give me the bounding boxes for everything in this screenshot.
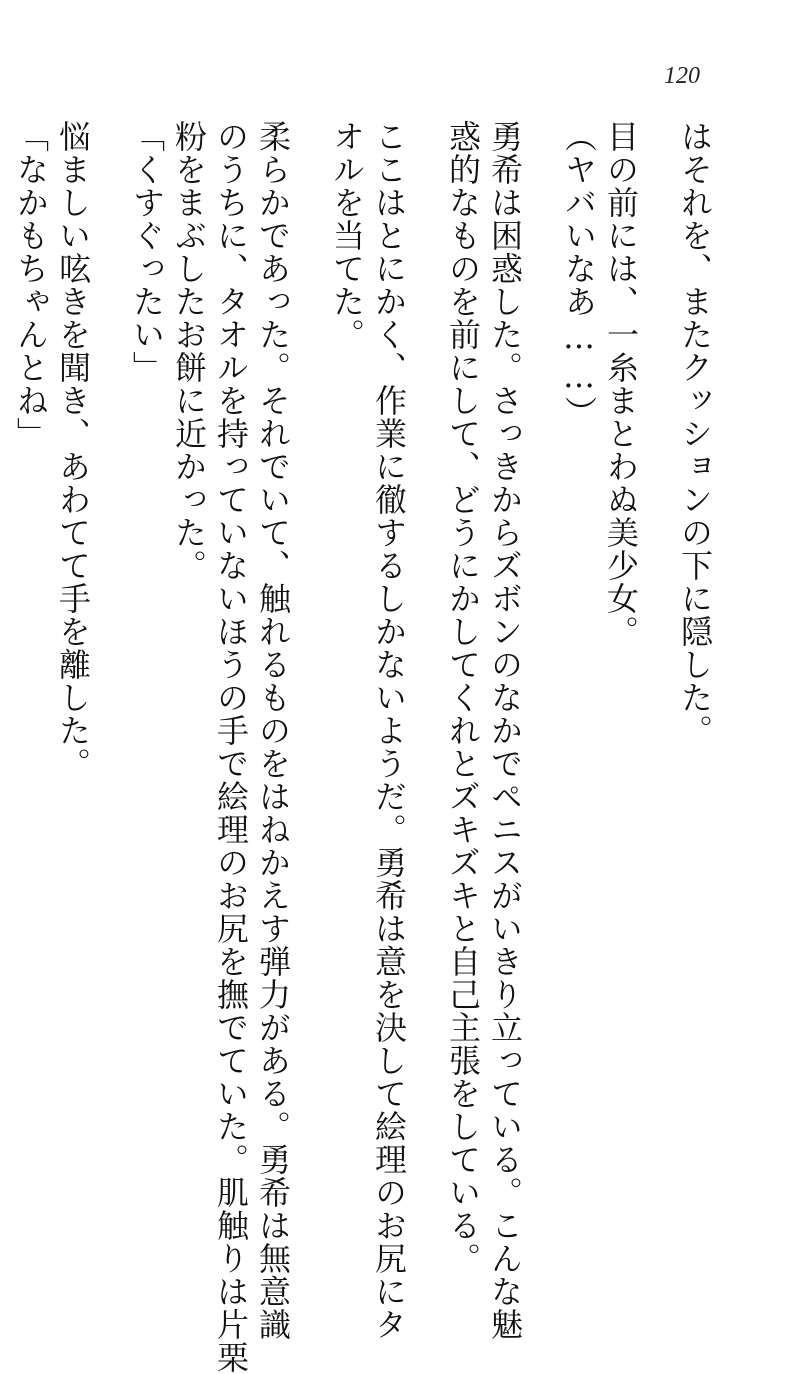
text-line-6: ここはとにかく、作業に徹するしかないようだ。勇希は意を決して絵理のお尻にタ — [370, 120, 408, 1341]
text-line-8: 柔らかであった。それでいて、触れるものをはねかえす弾力がある。勇希は無意識 — [254, 120, 292, 1341]
text-line-1: はそれを、またクッションの下に隠した。 — [676, 120, 714, 747]
text-line-13: 「なかもちゃんとね」 — [12, 120, 50, 450]
text-line-12: 悩ましい呟きを聞き、あわてて手を離した。 — [54, 120, 92, 780]
page-number: 120 — [664, 63, 700, 89]
text-line-7: オルを当てた。 — [328, 120, 366, 351]
text-line-9: のうちに、タオルを持っていないほうの手で絵理のお尻を撫でていた。肌触りは片栗 — [212, 120, 250, 1374]
text-line-5: 惑的なものを前にして、どうにかしてくれとズキズキと自己主張をしている。 — [444, 120, 482, 1275]
vertical-text-block — [12, 120, 748, 1374]
text-line-2: 目の前には、一糸まとわぬ美少女。 — [602, 120, 640, 648]
text-line-3: （ヤバいなあ……） — [560, 120, 598, 429]
text-line-4: 勇希は困惑した。さっきからズボンのなかでペニスがいきり立っている。こんな魅 — [486, 120, 524, 1341]
text-line-11: 「くすぐったい」 — [128, 120, 166, 384]
text-line-10: 粉をまぶしたお餅に近かった。 — [170, 120, 208, 582]
